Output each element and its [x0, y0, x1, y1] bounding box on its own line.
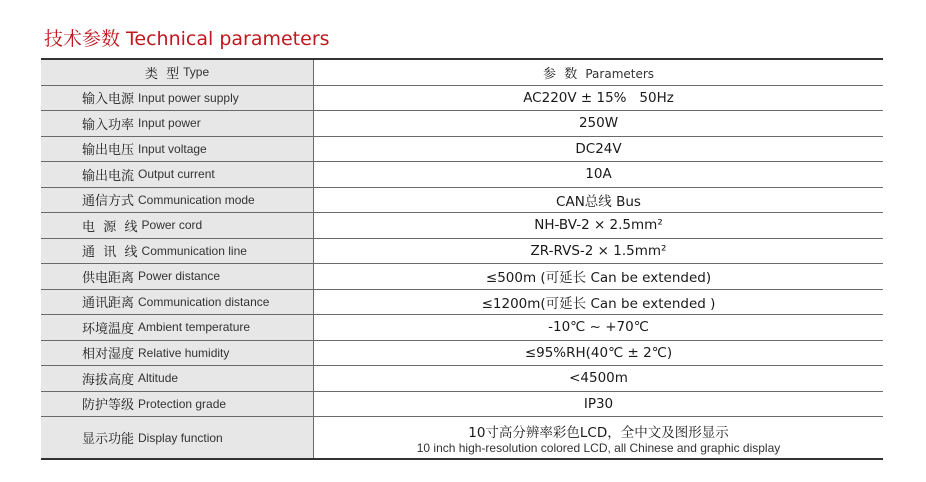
table-row	[41, 366, 883, 392]
table-row-display-function	[41, 417, 883, 458]
row-value-cell	[314, 162, 883, 187]
row-label-cell	[41, 417, 314, 458]
row-value: ≤500m (可延长 Can be extended)	[485, 270, 712, 287]
row-label-zh: 通讯距离	[82, 296, 135, 312]
header-type-en: Type	[183, 65, 210, 80]
table-row	[41, 137, 883, 163]
row-value-cell	[314, 417, 883, 458]
table-row	[41, 111, 883, 137]
table-row	[41, 213, 883, 239]
row-value-cell	[314, 239, 883, 264]
row-label-en: Display function	[138, 430, 223, 445]
row-label-zh: 通信方式	[82, 194, 135, 210]
table-row	[41, 264, 883, 290]
row-value-cell	[314, 315, 883, 340]
row-label-en: Altitude	[138, 371, 179, 386]
row-label-en: Protection grade	[138, 396, 227, 411]
row-label-zh: 相对湿度	[82, 347, 135, 363]
row-value-line2: 10 inch high-resolution colored LCD, all Chinese and graphic display	[416, 440, 781, 455]
row-value: -10℃ ~ +70℃	[548, 319, 649, 336]
row-label-zh: 输出电压	[82, 143, 135, 159]
row-label-cell	[41, 137, 314, 162]
row-label-cell	[41, 188, 314, 213]
parameters-table	[41, 58, 883, 460]
header-params-cell	[314, 60, 883, 85]
row-value-cell	[314, 264, 883, 289]
row-label-zh: 电 源 线	[82, 219, 138, 235]
row-label-cell	[41, 213, 314, 238]
row-label-cell	[41, 162, 314, 187]
row-label-en: Input voltage	[138, 141, 207, 156]
row-value-cell	[314, 188, 883, 213]
table-header-row	[41, 60, 883, 86]
row-value: ≤95%RH(40℃ ± 2℃)	[524, 344, 673, 361]
row-value: 250W	[578, 115, 619, 132]
header-type-zh: 类 型	[144, 66, 180, 82]
row-value: DC24V	[575, 140, 622, 157]
row-label-cell	[41, 341, 314, 366]
row-value-cell	[314, 392, 883, 417]
row-value-cell	[314, 290, 883, 315]
row-value: IP30	[583, 395, 614, 412]
table-row	[41, 162, 883, 188]
row-label-cell	[41, 239, 314, 264]
row-value-cell	[314, 111, 883, 136]
header-params-zh: 参 数	[542, 66, 578, 82]
row-value: ≤1200m(可延长 Can be extended )	[481, 295, 716, 312]
row-value-line1: 10寸高分辨率彩色LCD，全中文及图形显示	[468, 424, 729, 441]
row-label-en: Input power	[138, 116, 201, 131]
table-row	[41, 188, 883, 214]
row-label-en: Ambient temperature	[138, 320, 251, 335]
row-label-cell	[41, 366, 314, 391]
row-label-zh: 输入电源	[82, 92, 135, 108]
row-label-cell	[41, 290, 314, 315]
page-title: 技术参数 Technical parameters	[44, 28, 330, 50]
row-label-en: Input power supply	[138, 90, 239, 105]
row-label-zh: 输出电流	[82, 168, 135, 184]
table-row	[41, 290, 883, 316]
table-row	[41, 341, 883, 367]
row-value-cell	[314, 366, 883, 391]
row-label-en: Output current	[138, 167, 215, 182]
row-value: AC220V ± 15% 50Hz	[523, 89, 674, 106]
row-label-cell	[41, 315, 314, 340]
row-value: NH-BV-2 × 2.5mm²	[534, 217, 663, 234]
row-label-cell	[41, 264, 314, 289]
row-value-cell	[314, 213, 883, 238]
row-label-zh: 通 讯 线	[82, 245, 138, 261]
row-label-en: Communication mode	[138, 192, 255, 207]
row-label-en: Power cord	[141, 218, 203, 233]
header-params-en: Parameters	[585, 66, 655, 81]
row-value: ZR-RVS-2 × 1.5mm²	[530, 242, 667, 259]
row-label-en: Relative humidity	[138, 345, 230, 360]
header-type-cell	[41, 60, 314, 85]
row-label-zh: 防护等级	[82, 398, 135, 414]
row-label-cell	[41, 111, 314, 136]
row-label-zh: 环境温度	[82, 321, 135, 337]
row-label-en: Communication distance	[138, 294, 270, 309]
row-value-cell	[314, 86, 883, 111]
row-value: <4500m	[569, 370, 628, 387]
row-label-en: Communication line	[141, 243, 247, 258]
row-value: 10A	[585, 166, 612, 183]
row-value: CAN总线 Bus	[556, 193, 641, 210]
row-label-cell	[41, 86, 314, 111]
row-value-cell	[314, 341, 883, 366]
row-label-en: Power distance	[138, 269, 221, 284]
row-label-cell	[41, 392, 314, 417]
table-row	[41, 239, 883, 265]
table-row	[41, 392, 883, 418]
table-row	[41, 86, 883, 112]
row-label-zh: 供电距离	[82, 270, 135, 286]
table-row	[41, 315, 883, 341]
row-value-cell	[314, 137, 883, 162]
row-label-zh: 输入功率	[82, 117, 135, 133]
row-label-zh: 显示功能	[82, 432, 135, 447]
row-label-zh: 海拔高度	[82, 372, 135, 388]
